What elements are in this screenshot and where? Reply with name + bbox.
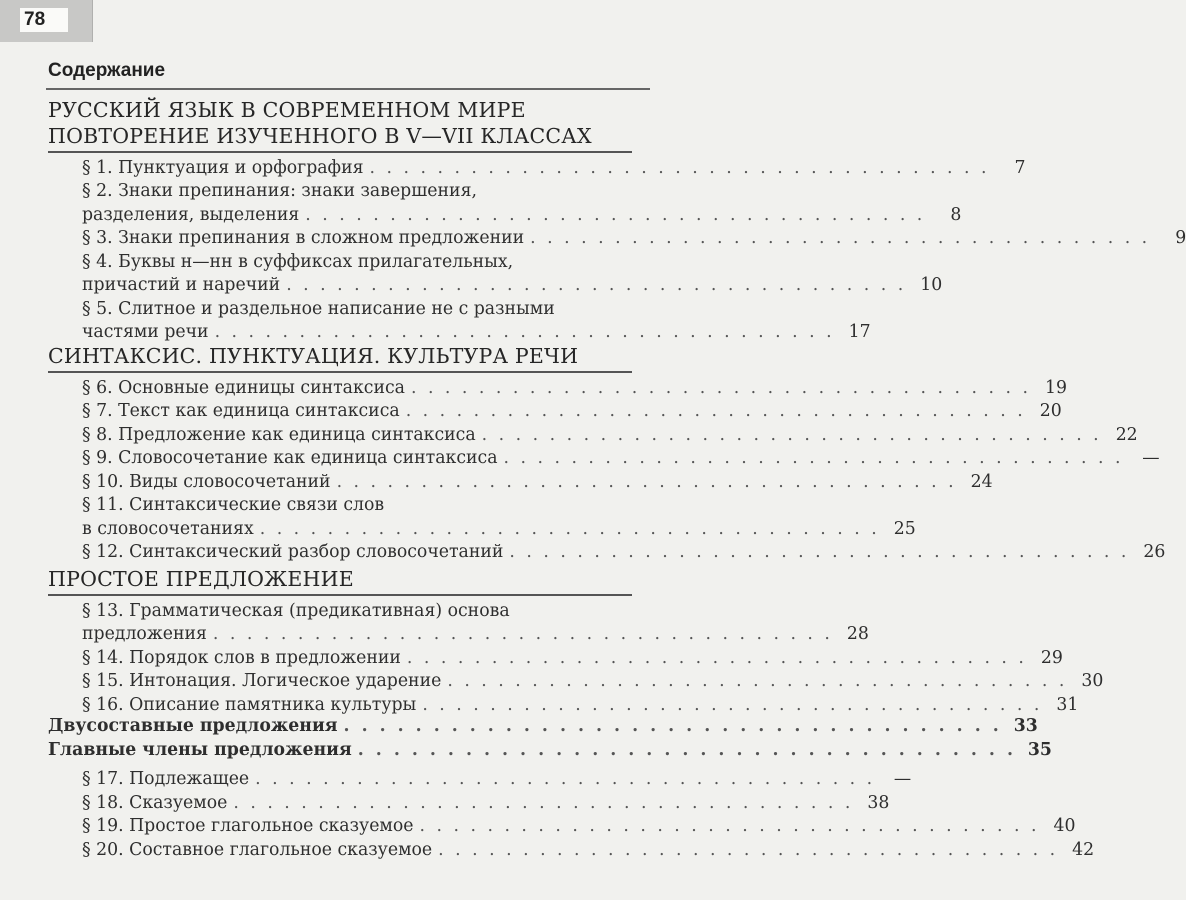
- leader-dots: . . . . . . . . . . . . . . . . . . . . . . . . . . . . . . . . . . . . .: [233, 792, 854, 813]
- section-rule: [48, 594, 632, 596]
- entry-label-line1: § 4. Буквы н—нн в суффиксах прилагательных,: [82, 251, 514, 272]
- entry-label-line1: § 2. Знаки препинания: знаки завершения,: [82, 181, 477, 201]
- toc-entry[interactable]: [48, 424, 1138, 448]
- entry-page: 7: [1014, 157, 1026, 178]
- entry-page: 25: [893, 518, 916, 539]
- toc-section-2: [48, 343, 1166, 565]
- leader-dots: . . . . . . . . . . . . . . . . . . . . . . . . . . . . . . . . . . . . .: [255, 769, 876, 789]
- entry-label: § 8. Предложение как единица синтаксиса: [82, 424, 476, 445]
- entry-label-line1: § 13. Грамматическая (предикативная) основа: [82, 600, 510, 621]
- toc-entry[interactable]: [48, 471, 993, 495]
- toc-heading: Содержание: [48, 60, 166, 81]
- toc-entry[interactable]: [48, 647, 1063, 671]
- leader-dots: . . . . . . . . . . . . . . . . . . . . . . . . . . . . . . . . . . . . .: [438, 839, 1059, 860]
- toc-entry[interactable]: [48, 227, 1186, 251]
- leader-dots: . . . . . . . . . . . . . . . . . . . . . . . . . . . . . . . . . . . . .: [259, 518, 880, 539]
- entry-page: 22: [1115, 424, 1138, 445]
- entry-label: § 7. Текст как единица синтаксиса: [82, 401, 400, 421]
- toc-entry[interactable]: [48, 251, 943, 298]
- entry-label-line1: § 11. Синтаксические связи слов: [82, 495, 385, 515]
- subsection-label: Двусоставные предложения: [48, 716, 338, 736]
- toc-entry[interactable]: [48, 815, 1076, 839]
- entry-page: 19: [1044, 377, 1067, 398]
- entry-label: § 12. Синтаксический разбор словосочетаний: [82, 542, 504, 562]
- entry-page: 17: [848, 322, 871, 342]
- leader-dots: . . . . . . . . . . . . . . . . . . . . . . . . . . . . . . . . . . . . .: [212, 624, 833, 644]
- leader-dots: . . . . . . . . . . . . . . . . . . . . . . . . . . . . . . . . . . . . .: [286, 275, 907, 295]
- section-title-line: СИНТАКСИС. ПУНКТУАЦИЯ. КУЛЬТУРА РЕЧИ: [48, 344, 579, 368]
- toc-section-1: [48, 97, 1186, 345]
- entry-page: 9: [1175, 228, 1186, 248]
- entry-label: § 6. Основные единицы синтаксиса: [82, 377, 405, 398]
- entry-page: 35: [1027, 739, 1052, 760]
- leader-dots: . . . . . . . . . . . . . . . . . . . . . . . . . . . . . . . . . . . . .: [305, 204, 926, 225]
- entry-page: 33: [1013, 716, 1038, 736]
- entry-label: частями речи: [82, 322, 209, 342]
- toc-entry[interactable]: [48, 839, 1095, 863]
- entry-page: 24: [970, 471, 993, 492]
- entry-label: § 10. Виды словосочетаний: [82, 471, 331, 492]
- leader-dots: . . . . . . . . . . . . . . . . . . . . . . . . . . . . . . . . . . . . .: [405, 401, 1026, 421]
- toc-subsection[interactable]: [48, 715, 1038, 739]
- entry-label: § 20. Составное глагольное сказуемое: [82, 839, 433, 860]
- entry-page: 8: [950, 204, 962, 225]
- toc-entry[interactable]: [48, 670, 1104, 694]
- leader-dots: . . . . . . . . . . . . . . . . . . . . . . . . . . . . . . . . . . . . .: [503, 448, 1124, 468]
- leader-dots: . . . . . . . . . . . . . . . . . . . . . . . . . . . . . . . . . . . . .: [410, 377, 1031, 398]
- toc-entry[interactable]: [48, 157, 1026, 181]
- page-number: 78: [20, 8, 68, 32]
- toc-entry[interactable]: [48, 694, 1079, 718]
- section-title-line: ПРОСТОЕ ПРЕДЛОЖЕНИЕ: [48, 567, 354, 591]
- leader-dots: . . . . . . . . . . . . . . . . . . . . . . . . . . . . . . . . . . . . .: [214, 322, 835, 342]
- entry-label: § 19. Простое глагольное сказуемое: [82, 816, 414, 836]
- entry-page: 31: [1056, 694, 1079, 715]
- toc-entry[interactable]: [48, 400, 1062, 424]
- toc-entry[interactable]: [48, 377, 1067, 401]
- entry-label: предложения: [82, 624, 207, 644]
- entry-label: § 3. Знаки препинания в сложном предложении: [82, 228, 525, 248]
- entry-page: 20: [1039, 401, 1062, 421]
- toc-entry[interactable]: [48, 541, 1166, 565]
- entry-page: —: [1142, 448, 1160, 468]
- entry-label: § 16. Описание памятника культуры: [82, 694, 417, 715]
- entry-label: § 14. Порядок слов в предложении: [82, 647, 401, 668]
- section-title-line: РУССКИЙ ЯЗЫК В СОВРЕМЕННОМ МИРЕ: [48, 98, 526, 122]
- entry-page: 30: [1081, 671, 1104, 691]
- entry-label: § 1. Пунктуация и орфография: [82, 157, 364, 178]
- entry-label: причастий и наречий: [82, 275, 281, 295]
- page-number-tab: [0, 0, 93, 42]
- entry-label-line1: § 5. Слитное и раздельное написание не с разными: [82, 298, 555, 319]
- toc-entry[interactable]: [48, 792, 890, 816]
- section-rule: [48, 371, 632, 373]
- toc-entry[interactable]: [48, 447, 1160, 471]
- entry-label: разделения, выделения: [82, 204, 300, 225]
- entry-label: § 15. Интонация. Логическое ударение: [82, 671, 442, 691]
- leader-dots: . . . . . . . . . . . . . . . . . . . . . . . . . . . . . . . . . . . . .: [357, 739, 1016, 760]
- entry-page: —: [893, 769, 912, 789]
- toc-subsections: [48, 715, 1095, 862]
- leader-dots: . . . . . . . . . . . . . . . . . . . . . . . . . . . . . . . . . . . . .: [419, 816, 1040, 836]
- entry-page: 28: [846, 624, 869, 644]
- toc-entry[interactable]: [48, 180, 962, 227]
- leader-dots: . . . . . . . . . . . . . . . . . . . . . . . . . . . . . . . . . . . . .: [406, 647, 1027, 668]
- entry-label: в словосочетаниях: [82, 518, 254, 539]
- toc-entry[interactable]: [48, 298, 871, 345]
- leader-dots: . . . . . . . . . . . . . . . . . . . . . . . . . . . . . . . . . . . . .: [343, 716, 1002, 736]
- leader-dots: . . . . . . . . . . . . . . . . . . . . . . . . . . . . . . . . . . . . .: [422, 694, 1043, 715]
- leader-dots: . . . . . . . . . . . . . . . . . . . . . . . . . . . . . . . . . . . . .: [481, 424, 1102, 445]
- section-rule: [48, 151, 632, 153]
- toc-entry[interactable]: [48, 600, 869, 647]
- leader-dots: . . . . . . . . . . . . . . . . . . . . . . . . . . . . . . . . . . . . .: [369, 157, 990, 178]
- entry-label: § 9. Словосочетание как единица синтаксиса: [82, 448, 498, 468]
- entry-page: 40: [1053, 816, 1076, 836]
- toc-subsection[interactable]: [48, 739, 1052, 763]
- entry-page: 38: [867, 792, 890, 813]
- entry-page: 29: [1040, 647, 1063, 668]
- entry-page: 42: [1072, 839, 1095, 860]
- section-title-line: ПОВТОРЕНИЕ ИЗУЧЕННОГО В V—VII КЛАССАХ: [48, 124, 592, 148]
- leader-dots: . . . . . . . . . . . . . . . . . . . . . . . . . . . . . . . . . . . . .: [509, 542, 1130, 562]
- entry-label: § 17. Подлежащее: [82, 769, 250, 789]
- heading-rule: [46, 88, 650, 90]
- leader-dots: . . . . . . . . . . . . . . . . . . . . . . . . . . . . . . . . . . . . .: [336, 471, 957, 492]
- toc-section-3: [48, 566, 1104, 717]
- leader-dots: . . . . . . . . . . . . . . . . . . . . . . . . . . . . . . . . . . . . .: [530, 228, 1151, 248]
- leader-dots: . . . . . . . . . . . . . . . . . . . . . . . . . . . . . . . . . . . . .: [447, 671, 1068, 691]
- toc-entry[interactable]: [48, 768, 912, 792]
- entry-page: 10: [920, 275, 943, 295]
- toc-entry[interactable]: [48, 494, 916, 541]
- subsection-label: Главные члены предложения: [48, 739, 352, 760]
- entry-page: 26: [1143, 542, 1166, 562]
- entry-label: § 18. Сказуемое: [82, 792, 228, 813]
